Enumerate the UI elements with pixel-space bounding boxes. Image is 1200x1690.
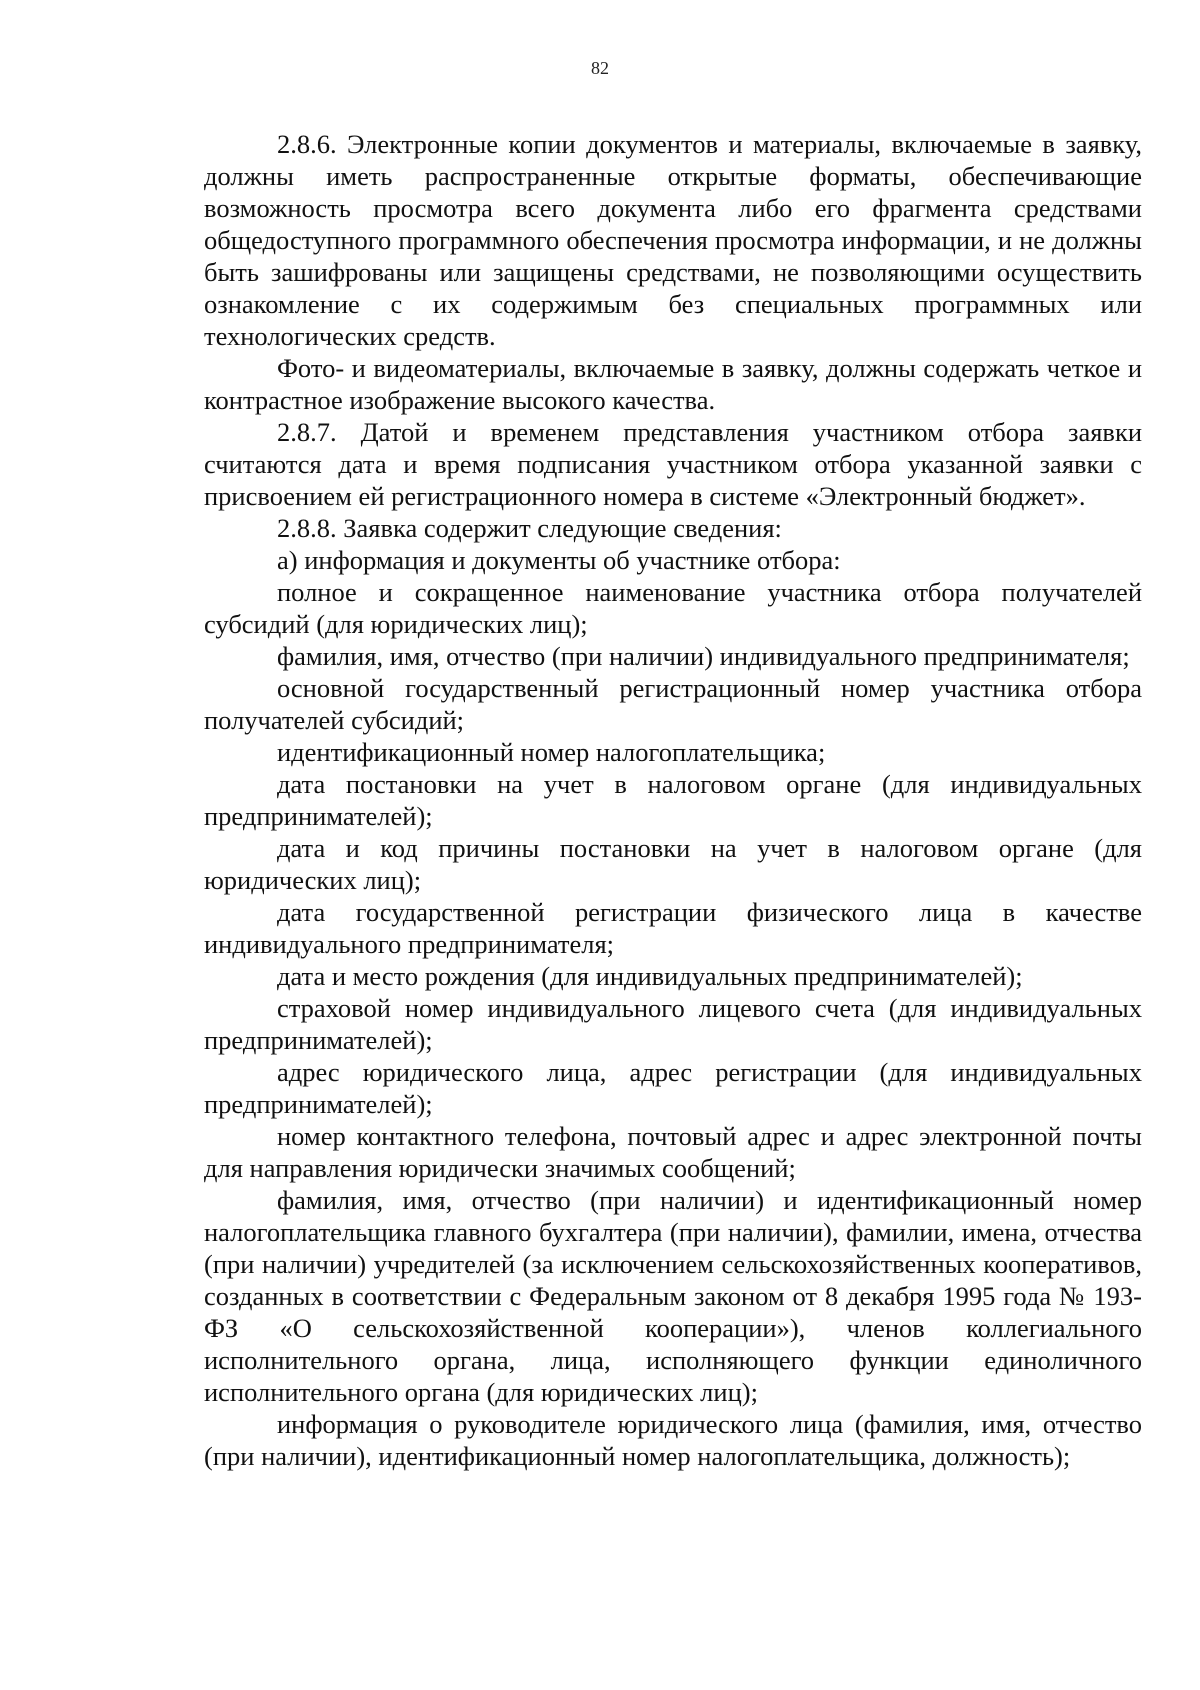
list-item: дата и код причины постановки на учет в налоговом органе (для юридических лиц); xyxy=(204,833,1142,895)
list-item: адрес юридического лица, адрес регистрации (для индивидуальных предпринимателей); xyxy=(204,1057,1142,1119)
list-heading-a: а) информация и документы об участнике отбора: xyxy=(277,545,841,575)
document-body xyxy=(204,128,1142,1472)
list-item: основной государственный регистрационный номер участника отбора получателей субсидий; xyxy=(204,673,1142,735)
list-item: дата и место рождения (для индивидуальных предпринимателей); xyxy=(277,961,1023,991)
list-item: полное и сокращенное наименование участника отбора получателей субсидий (для юридических лиц); xyxy=(204,577,1142,639)
paragraph-2-8-7: 2.8.7. Датой и временем представления участником отбора заявки считаются дата и время подписания участником отбора указанной заявки с присвоением ей регистрационного номера в системе «Электронный бюджет». xyxy=(204,417,1142,511)
list-item: номер контактного телефона, почтовый адрес и адрес электронной почты для направления юридически значимых сообщений; xyxy=(204,1121,1142,1183)
list-item: фамилия, имя, отчество (при наличии) и идентификационный номер налогоплательщика главного бухгалтера (при наличии), фамилии, имена, отчества (при наличии) учредителей (за исключением сельскохозяйственных кооперативов, созданных в соответствии с Федеральным законом от 8 декабря 1995 года № 193-ФЗ «О сельскохозяйственной кооперации»), членов коллегиального исполнительного органа, лица, исполняющего функции единоличного исполнительного органа (для юридических лиц); xyxy=(204,1185,1142,1407)
list-item: информация о руководителе юридического лица (фамилия, имя, отчество (при наличии), идентификационный номер налогоплательщика, должность); xyxy=(204,1409,1142,1471)
list-item: дата постановки на учет в налоговом органе (для индивидуальных предпринимателей); xyxy=(204,769,1142,831)
page-number: 82 xyxy=(591,58,609,78)
list-item: фамилия, имя, отчество (при наличии) индивидуального предпринимателя; xyxy=(277,641,1130,671)
list-item: дата государственной регистрации физического лица в качестве индивидуального предпринимателя; xyxy=(204,897,1142,959)
list-item: идентификационный номер налогоплательщика; xyxy=(277,737,826,767)
paragraph-photo-video: Фото- и видеоматериалы, включаемые в заявку, должны содержать четкое и контрастное изображение высокого качества. xyxy=(204,353,1142,415)
paragraph-2-8-8: 2.8.8. Заявка содержит следующие сведения: xyxy=(277,513,782,543)
list-item: страховой номер индивидуального лицевого счета (для индивидуальных предпринимателей); xyxy=(204,993,1142,1055)
paragraph-2-8-6: 2.8.6. Электронные копии документов и материалы, включаемые в заявку, должны иметь распространенные открытые форматы, обеспечивающие возможность просмотра всего документа либо его фрагмента средствами общедоступного программного обеспечения просмотра информации, и не должны быть зашифрованы или защищены средствами, не позволяющими осуществить ознакомление с их содержимым без специальных программных или технологических средств. xyxy=(204,129,1142,351)
